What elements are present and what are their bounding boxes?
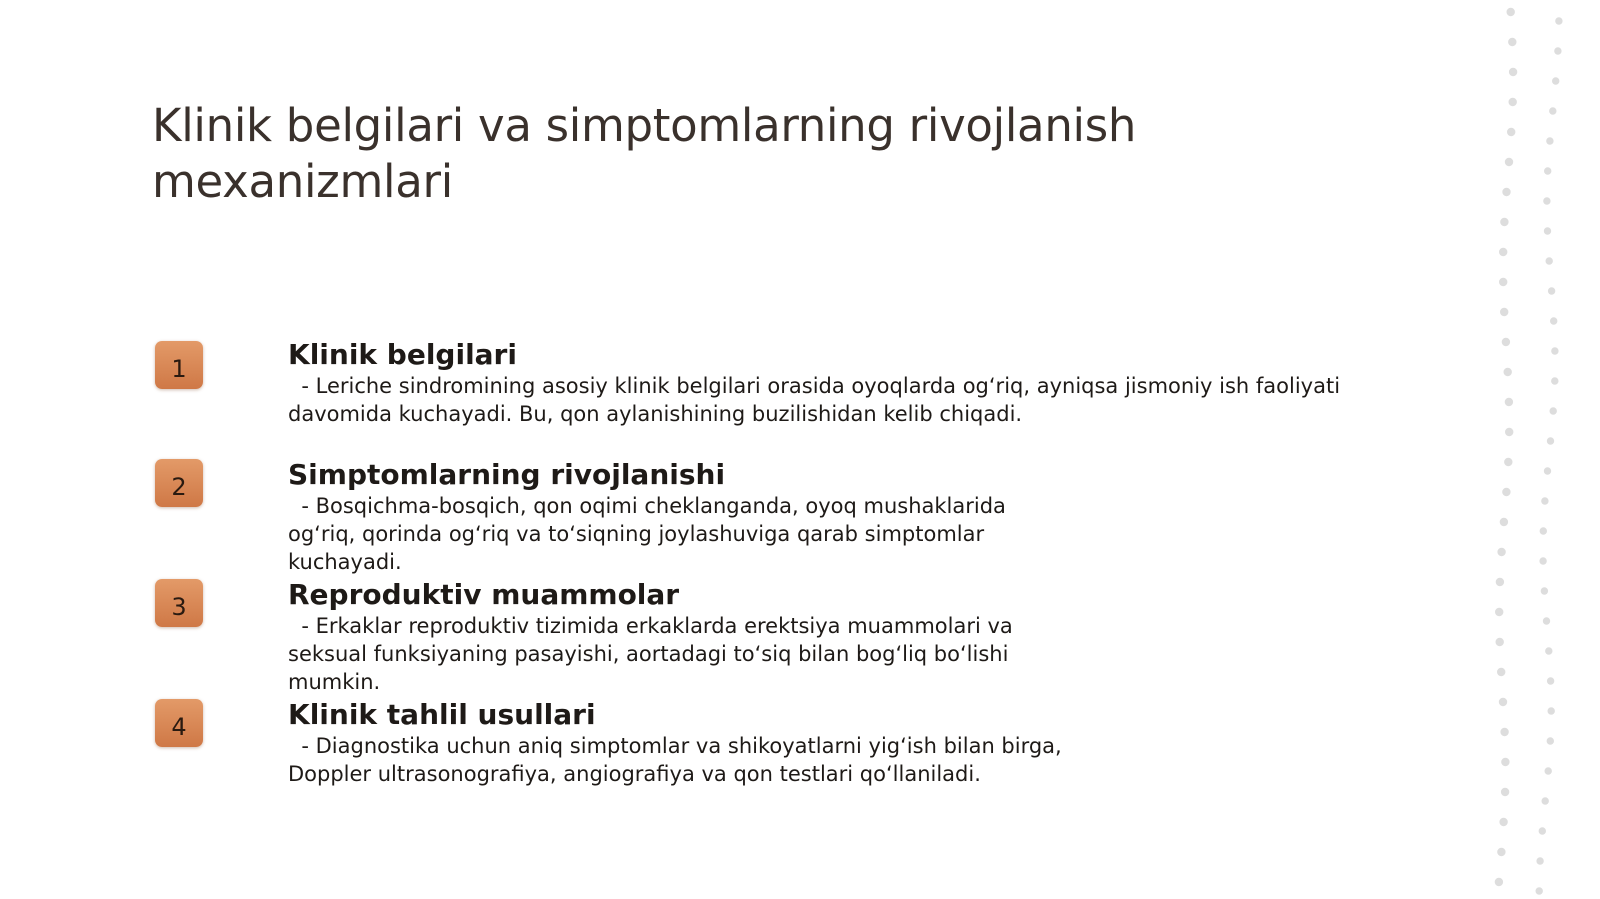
decorative-dot: [1501, 788, 1509, 796]
decorative-dot: [1509, 98, 1517, 106]
decorative-dot: [1544, 467, 1551, 474]
item-description-3: - Erkaklar reproduktiv tizimida erkaklarda erektsiya muammolari va seksual funksiyaning pasayishi, aortadagi to‘siq bilan bog‘liq bo‘lishi mumkin.: [288, 614, 1013, 694]
decorative-dot: [1541, 497, 1548, 504]
decorative-dot: [1509, 68, 1517, 76]
decorative-dot: [1536, 857, 1543, 864]
item-heading-2: Simptomlarning rivojlanishi: [288, 458, 726, 491]
item-content-1: [288, 338, 1340, 428]
decorative-dot: [1502, 488, 1510, 496]
decorative-dot: [1500, 308, 1508, 316]
decorative-dot: [1497, 668, 1505, 676]
decorative-dot: [1550, 407, 1557, 414]
item-content-2: [288, 458, 1006, 576]
decorative-dots: [1480, 0, 1600, 899]
decorative-dot: [1551, 377, 1558, 384]
item-description-2: - Bosqichma-bosqich, qon oqimi cheklanganda, oyoq mushaklarida og‘riq, qorinda og‘riq va to‘siqning joylashuviga qarab simptomlar kuchayadi.: [288, 494, 1006, 574]
decorative-dot: [1543, 197, 1550, 204]
item-content-4: [288, 698, 1062, 788]
decorative-dot: [1504, 368, 1512, 376]
decorative-dot: [1539, 827, 1546, 834]
decorative-dot: [1497, 548, 1505, 556]
decorative-dot: [1505, 158, 1513, 166]
decorative-dot: [1555, 17, 1562, 24]
decorative-dot: [1547, 677, 1554, 684]
item-heading-1: Klinik belgilari: [288, 338, 517, 371]
decorative-dot: [1497, 848, 1505, 856]
decorative-dot: [1499, 818, 1507, 826]
decorative-dot: [1554, 47, 1561, 54]
number-badge-2: 2: [155, 459, 203, 507]
decorative-dot: [1543, 617, 1550, 624]
decorative-dot: [1507, 128, 1515, 136]
decorative-dot: [1546, 257, 1553, 264]
slide-title: Klinik belgilari va simptomlarning rivojlanish mexanizmlari: [152, 99, 1137, 208]
decorative-dot: [1549, 107, 1556, 114]
decorative-dot: [1539, 557, 1546, 564]
decorative-dot: [1499, 278, 1507, 286]
decorative-dot: [1500, 518, 1508, 526]
decorative-dot: [1500, 218, 1508, 226]
decorative-dot: [1551, 347, 1558, 354]
decorative-dot: [1500, 728, 1508, 736]
decorative-dot: [1548, 287, 1555, 294]
decorative-dot: [1504, 458, 1512, 466]
decorative-dot: [1507, 8, 1515, 16]
decorative-dot: [1547, 737, 1554, 744]
decorative-dot: [1545, 647, 1552, 654]
item-heading-4: Klinik tahlil usullari: [288, 698, 596, 731]
decorative-dot: [1552, 77, 1559, 84]
decorative-dot: [1541, 587, 1548, 594]
decorative-dot: [1499, 698, 1507, 706]
decorative-dot: [1508, 38, 1516, 46]
decorative-dot: [1499, 248, 1507, 256]
decorative-dot: [1536, 887, 1543, 894]
decorative-dot: [1546, 137, 1553, 144]
number-badge-3: 3: [155, 579, 203, 627]
decorative-dot: [1505, 398, 1513, 406]
item-description-1: - Leriche sindromining asosiy klinik belgilari orasida oyoqlarda og‘riq, ayniqsa jismoniy ish faoliyati davomida kuchayadi. Bu, qon aylanishining buzilishidan kelib chiqadi.: [288, 374, 1341, 426]
decorative-dot: [1545, 767, 1552, 774]
decorative-dot: [1502, 338, 1510, 346]
decorative-dot: [1544, 167, 1551, 174]
item-content-3: [288, 578, 1013, 696]
decorative-dot: [1544, 227, 1551, 234]
decorative-dot: [1540, 527, 1547, 534]
decorative-dot: [1547, 437, 1554, 444]
decorative-dot: [1505, 428, 1513, 436]
decorative-dot: [1501, 758, 1509, 766]
decorative-dot: [1502, 188, 1510, 196]
decorative-dot: [1542, 797, 1549, 804]
decorative-dot: [1495, 608, 1503, 616]
decorative-dot: [1548, 707, 1555, 714]
decorative-dot: [1550, 317, 1557, 324]
item-description-4: - Diagnostika uchun aniq simptomlar va shikoyatlarni yig‘ish bilan birga, Doppler ultrasonografiya, angiografiya va qon testlari qo‘llaniladi.: [288, 734, 1062, 786]
decorative-dot: [1495, 878, 1503, 886]
number-badge-4: 4: [155, 699, 203, 747]
decorative-dot: [1496, 638, 1504, 646]
number-badge-1: 1: [155, 341, 203, 389]
decorative-dot: [1496, 578, 1504, 586]
item-heading-3: Reproduktiv muammolar: [288, 578, 680, 611]
